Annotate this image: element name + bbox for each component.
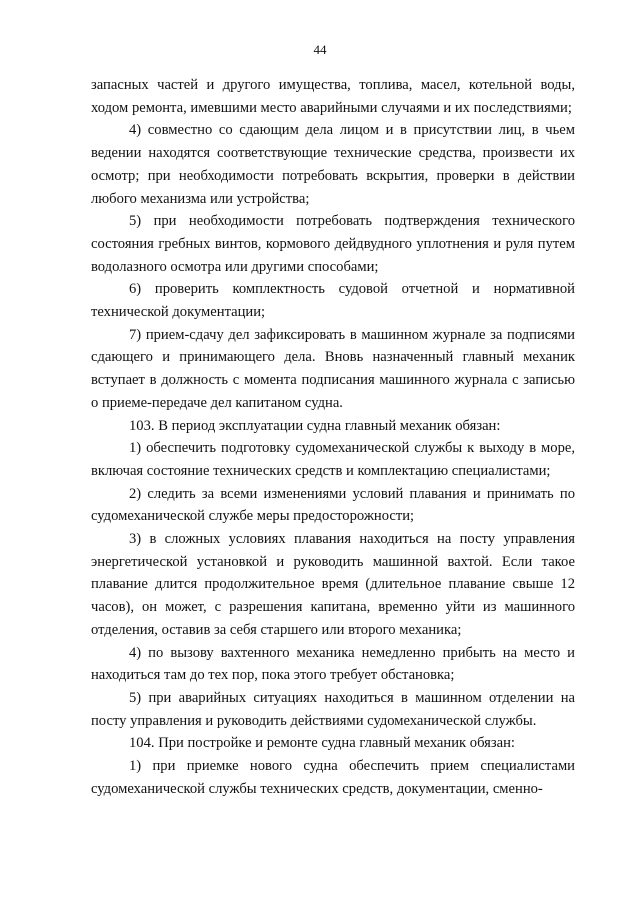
section-heading: 103. В период эксплуатации судна главный механик обязан: (129, 417, 501, 434)
paragraph: 6) проверить комплектность судовой отчетной и нормативной технической документации; (91, 281, 575, 321)
paragraph: 1) обеспечить подготовку судомеханической службы к выходу в море, включая состояние технических средств и комплектацию специалистами; (91, 440, 575, 479)
paragraph: 2) следить за всеми изменениями условий плавания и принимать по судомеханической службе меры предосторожности; (91, 485, 575, 525)
paragraph: 1) при приемке нового судна обеспечить прием специалистами судомеханической службы технических средств, документации, сменно- (91, 758, 575, 797)
document-body (91, 74, 575, 801)
paragraph: запасных частей и другого имущества, топлива, масел, котельной воды, ходом ремонта, имевшими место аварийными случаями и их последствиями; (91, 77, 575, 116)
paragraph: 7) прием-сдачу дел зафиксировать в машинном журнале за подписями сдающего и принимающего дела. Вновь назначенный главный механик вступает в должность с момента подписания машинного журнала с записью о приеме-передаче дел капитаном судна. (91, 326, 575, 411)
page-number: 44 (313, 42, 327, 57)
paragraph: 4) совместно со сдающим дела лицом и в присутствии лиц, в чьем ведении находятся соответствующие технические средства, произвести их осмотр; при необходимости потребовать вскрытия, проверки в действии любого механизма или устройства; (91, 122, 575, 207)
section-heading: 104. При постройке и ремонте судна главный механик обязан: (129, 735, 515, 752)
paragraph: 4) по вызову вахтенного механика немедленно прибыть на место и находиться там до тех пор, пока этого требует обстановка; (91, 644, 575, 684)
paragraph: 5) при аварийных ситуациях находиться в машинном отделении на посту управления и руководить действиями судомеханической службы. (91, 689, 575, 729)
paragraph: 3) в сложных условиях плавания находиться на посту управления энергетической установкой и руководить машинной вахтой. Если такое плавание длится продолжительное время (длительное плавание свыше 12 часов), он может, с разрешения капитана, временно уйти из машинного отделения, оставив за себя старшего или второго механика; (91, 531, 575, 638)
paragraph: 5) при необходимости потребовать подтверждения технического состояния гребных винтов, кормового дейдвудного уплотнения и руля путем водолазного осмотра или другими способами; (91, 213, 575, 275)
